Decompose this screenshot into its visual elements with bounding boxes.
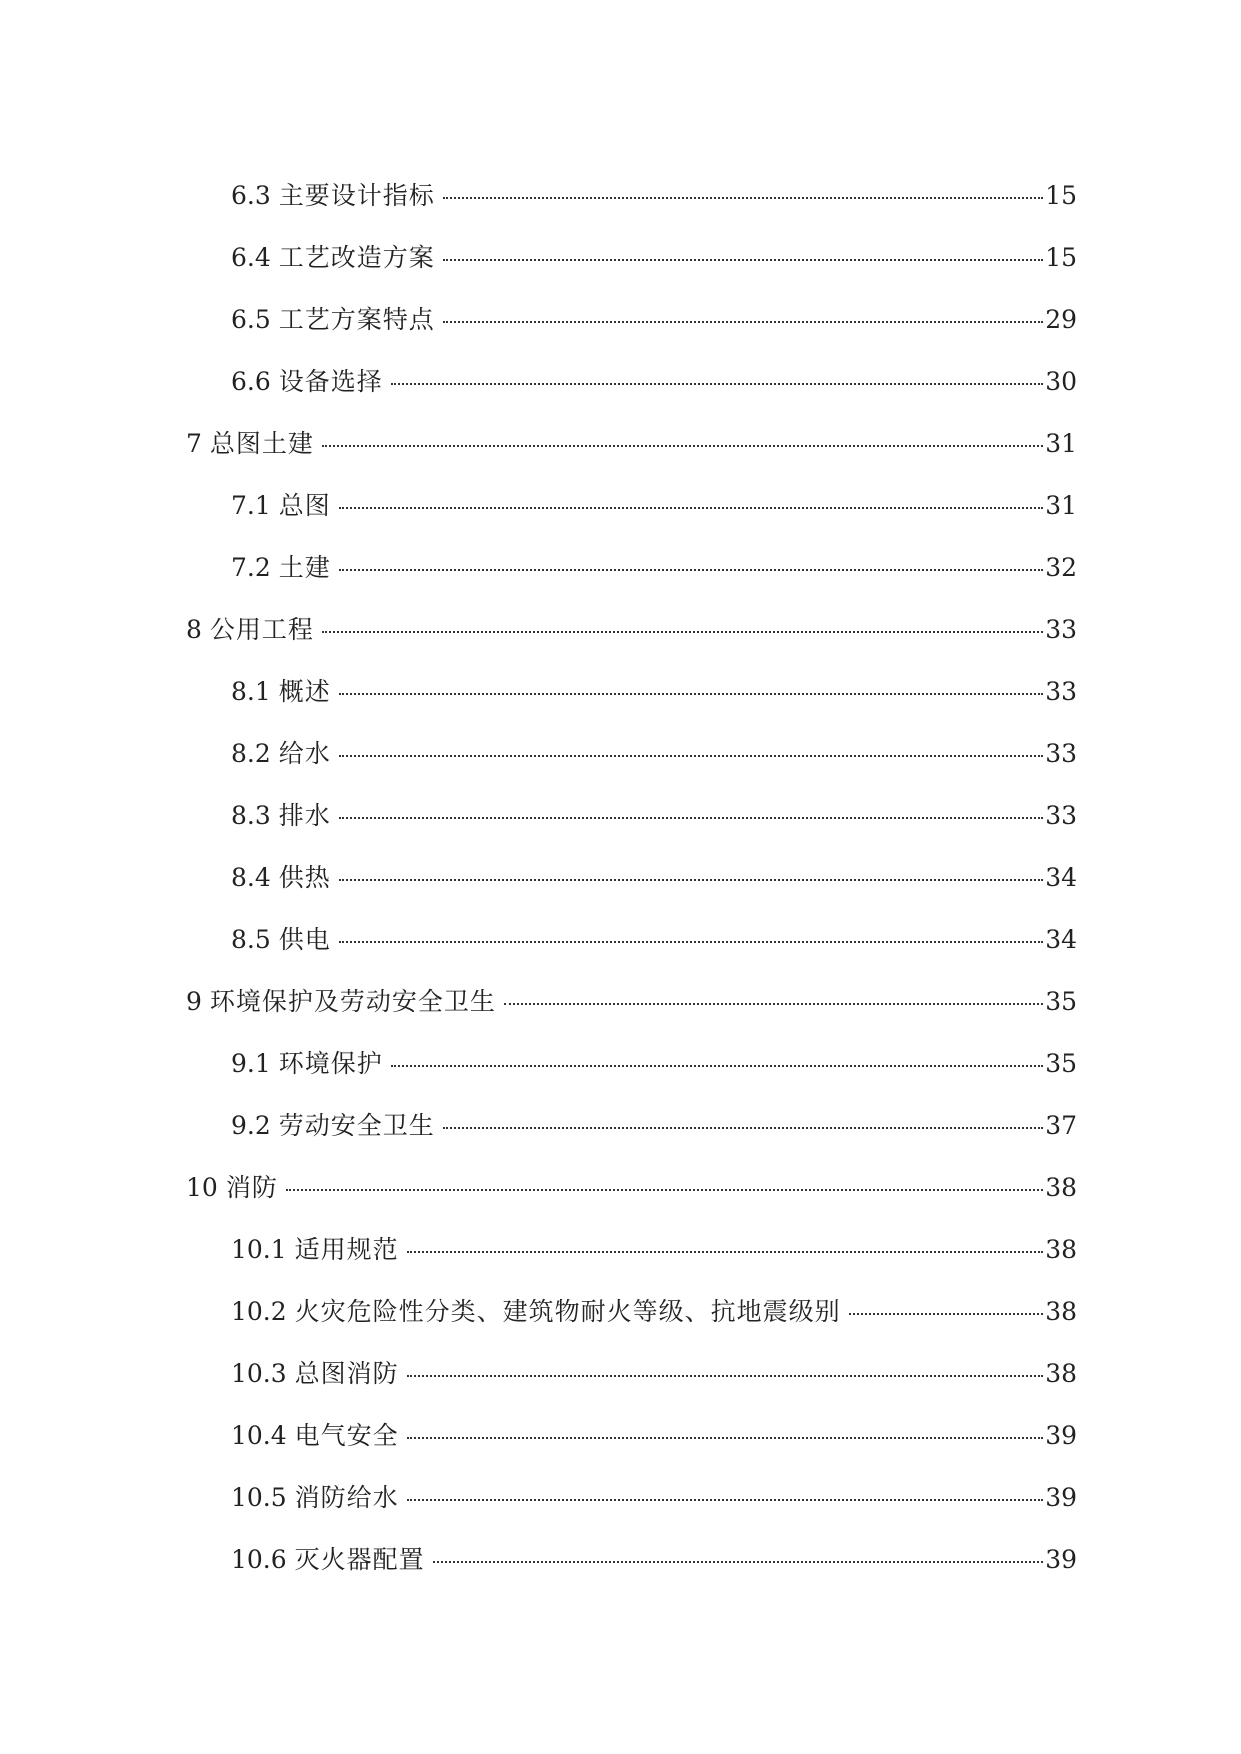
toc-entry-title: 主要设计指标 <box>278 181 435 210</box>
toc-entry-title: 消防 <box>225 1173 278 1202</box>
toc-section-9-2[interactable] <box>0 1095 1241 1157</box>
toc-section-8-3[interactable] <box>0 785 1241 847</box>
toc-section-10-6[interactable] <box>0 1529 1241 1591</box>
toc-entry-title: 供电 <box>278 925 331 954</box>
toc-entry-line <box>231 1297 1077 1327</box>
toc-entry-title: 消防给水 <box>294 1483 399 1512</box>
toc-entry-page-number: 15 <box>1045 243 1077 272</box>
toc-entry-number: 6.6 <box>231 367 271 396</box>
toc-entry-line <box>231 1235 1077 1265</box>
toc-section-10-2[interactable] <box>0 1281 1241 1343</box>
toc-entry-number: 10 <box>186 1173 218 1202</box>
toc-entry-title: 环境保护及劳动安全卫生 <box>209 987 496 1016</box>
toc-entry-number: 10.3 <box>231 1359 287 1388</box>
dot-leader <box>339 569 1043 571</box>
dot-leader <box>339 941 1043 943</box>
toc-entry-title: 排水 <box>278 801 331 830</box>
toc-entry-line <box>231 553 1077 583</box>
toc-entry-line <box>231 863 1077 893</box>
toc-entry-title: 总图消防 <box>294 1359 399 1388</box>
toc-entry-line <box>186 615 1077 645</box>
toc-entry-title: 设备选择 <box>278 367 383 396</box>
toc-entry-title: 公用工程 <box>209 615 314 644</box>
toc-entry-number: 10.5 <box>231 1483 287 1512</box>
toc-entry-title: 火灾危险性分类、建筑物耐火等级、抗地震级别 <box>294 1297 841 1326</box>
toc-entry-page-number: 35 <box>1045 987 1077 1016</box>
toc-section-10-5[interactable] <box>0 1467 1241 1529</box>
toc-section-8-2[interactable] <box>0 723 1241 785</box>
toc-entry-number: 10.2 <box>231 1297 287 1326</box>
toc-entry-number: 10.6 <box>231 1545 287 1574</box>
dot-leader <box>433 1561 1044 1563</box>
dot-leader <box>407 1375 1044 1377</box>
toc-entry-page-number: 39 <box>1045 1483 1077 1512</box>
toc-entry-line <box>231 801 1077 831</box>
toc-entry-line <box>231 181 1077 211</box>
dot-leader <box>339 817 1043 819</box>
toc-entry-line <box>231 243 1077 273</box>
table-of-contents <box>0 165 1241 1591</box>
toc-entry-number: 8.5 <box>231 925 271 954</box>
dot-leader <box>443 321 1043 323</box>
toc-entry-number: 8.4 <box>231 863 271 892</box>
toc-section-6-5[interactable] <box>0 289 1241 351</box>
toc-entry-line <box>231 739 1077 769</box>
toc-entry-page-number: 38 <box>1045 1297 1077 1326</box>
toc-section-7-1[interactable] <box>0 475 1241 537</box>
toc-entry-line <box>231 1545 1077 1575</box>
toc-chapter-7[interactable] <box>0 413 1241 475</box>
toc-entry-page-number: 34 <box>1045 863 1077 892</box>
toc-entry-page-number: 31 <box>1045 491 1077 520</box>
toc-entry-number: 7.1 <box>231 491 271 520</box>
toc-entry-page-number: 33 <box>1045 677 1077 706</box>
dot-leader <box>407 1499 1044 1501</box>
toc-entry-number: 9 <box>186 987 202 1016</box>
toc-entry-line <box>186 429 1077 459</box>
toc-entry-number: 8.1 <box>231 677 271 706</box>
toc-entry-line <box>231 1111 1077 1141</box>
toc-section-10-3[interactable] <box>0 1343 1241 1405</box>
toc-entry-number: 8.2 <box>231 739 271 768</box>
toc-section-6-6[interactable] <box>0 351 1241 413</box>
toc-entry-title: 环境保护 <box>278 1049 383 1078</box>
toc-chapter-9[interactable] <box>0 971 1241 1033</box>
toc-entry-page-number: 34 <box>1045 925 1077 954</box>
toc-entry-page-number: 30 <box>1045 367 1077 396</box>
dot-leader <box>339 879 1043 881</box>
dot-leader <box>443 259 1043 261</box>
toc-entry-number: 6.5 <box>231 305 271 334</box>
dot-leader <box>391 383 1043 385</box>
toc-entry-line <box>186 987 1077 1017</box>
toc-entry-number: 8 <box>186 615 202 644</box>
toc-entry-page-number: 37 <box>1045 1111 1077 1140</box>
toc-section-10-4[interactable] <box>0 1405 1241 1467</box>
toc-section-10-1[interactable] <box>0 1219 1241 1281</box>
toc-section-8-4[interactable] <box>0 847 1241 909</box>
toc-entry-line <box>231 677 1077 707</box>
dot-leader <box>407 1437 1044 1439</box>
toc-entry-title: 劳动安全卫生 <box>278 1111 435 1140</box>
toc-entry-line <box>231 1359 1077 1389</box>
toc-entry-number: 9.1 <box>231 1049 271 1078</box>
toc-entry-page-number: 33 <box>1045 739 1077 768</box>
toc-entry-page-number: 39 <box>1045 1545 1077 1574</box>
toc-entry-title: 适用规范 <box>294 1235 399 1264</box>
toc-chapter-8[interactable] <box>0 599 1241 661</box>
toc-entry-line <box>186 1173 1077 1203</box>
toc-entry-title: 给水 <box>278 739 331 768</box>
toc-section-8-1[interactable] <box>0 661 1241 723</box>
toc-entry-page-number: 29 <box>1045 305 1077 334</box>
toc-section-6-3[interactable] <box>0 165 1241 227</box>
dot-leader <box>339 693 1043 695</box>
toc-entry-title: 工艺方案特点 <box>278 305 435 334</box>
toc-section-9-1[interactable] <box>0 1033 1241 1095</box>
toc-section-7-2[interactable] <box>0 537 1241 599</box>
toc-entry-line <box>231 305 1077 335</box>
toc-entry-line <box>231 1049 1077 1079</box>
dot-leader <box>339 507 1043 509</box>
toc-entry-number: 9.2 <box>231 1111 271 1140</box>
toc-entry-number: 6.3 <box>231 181 271 210</box>
toc-entry-page-number: 38 <box>1045 1359 1077 1388</box>
toc-chapter-10[interactable] <box>0 1157 1241 1219</box>
toc-entry-page-number: 38 <box>1045 1235 1077 1264</box>
toc-entry-page-number: 33 <box>1045 801 1077 830</box>
toc-entry-page-number: 32 <box>1045 553 1077 582</box>
toc-entry-number: 10.1 <box>231 1235 287 1264</box>
dot-leader <box>322 631 1043 633</box>
toc-entry-number: 7 <box>186 429 202 458</box>
toc-entry-number: 7.2 <box>231 553 271 582</box>
toc-entry-title: 工艺改造方案 <box>278 243 435 272</box>
toc-entry-line <box>231 367 1077 397</box>
dot-leader <box>504 1003 1043 1005</box>
dot-leader <box>322 445 1043 447</box>
dot-leader <box>339 755 1043 757</box>
toc-entry-title: 灭火器配置 <box>294 1545 425 1574</box>
dot-leader <box>443 197 1043 199</box>
toc-entry-title: 概述 <box>278 677 331 706</box>
toc-entry-line <box>231 925 1077 955</box>
toc-entry-number: 8.3 <box>231 801 271 830</box>
toc-section-8-5[interactable] <box>0 909 1241 971</box>
toc-entry-page-number: 15 <box>1045 181 1077 210</box>
toc-entry-number: 6.4 <box>231 243 271 272</box>
toc-entry-line <box>231 1483 1077 1513</box>
toc-entry-title: 供热 <box>278 863 331 892</box>
dot-leader <box>286 1189 1043 1191</box>
toc-entry-number: 10.4 <box>231 1421 287 1450</box>
toc-entry-page-number: 31 <box>1045 429 1077 458</box>
dot-leader <box>391 1065 1043 1067</box>
dot-leader <box>443 1127 1043 1129</box>
toc-entry-page-number: 39 <box>1045 1421 1077 1450</box>
toc-entry-page-number: 33 <box>1045 615 1077 644</box>
toc-entry-title: 土建 <box>278 553 331 582</box>
toc-entry-page-number: 38 <box>1045 1173 1077 1202</box>
toc-entry-title: 总图土建 <box>209 429 314 458</box>
toc-entry-line <box>231 491 1077 521</box>
dot-leader <box>407 1251 1044 1253</box>
toc-entry-title: 总图 <box>278 491 331 520</box>
toc-entry-title: 电气安全 <box>294 1421 399 1450</box>
toc-entry-page-number: 35 <box>1045 1049 1077 1078</box>
toc-section-6-4[interactable] <box>0 227 1241 289</box>
dot-leader <box>849 1313 1044 1315</box>
toc-entry-line <box>231 1421 1077 1451</box>
